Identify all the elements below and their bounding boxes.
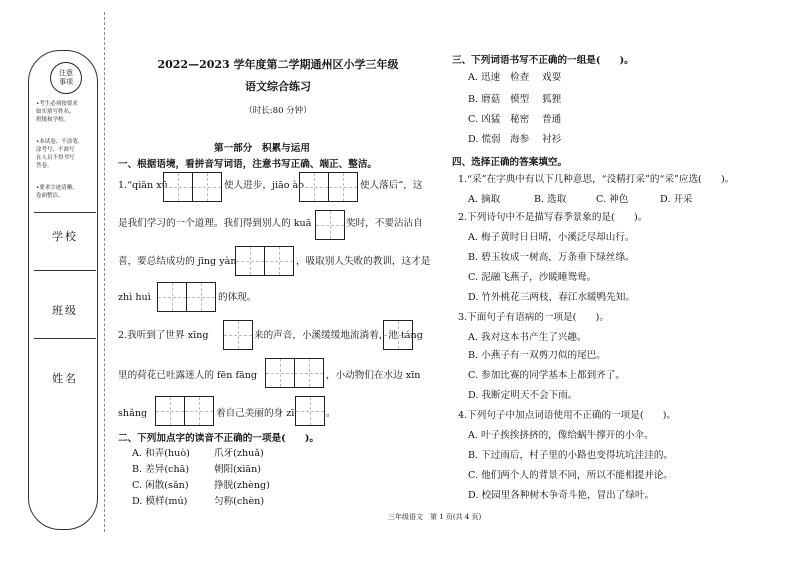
notice-line: •本试卷、不涂笔、	[36, 139, 84, 145]
q3-word: 普通	[542, 114, 562, 125]
q4-1-option[interactable]: D. 开采	[660, 194, 693, 205]
fold-line	[104, 12, 105, 532]
q1-text: 着自己美丽的身 zī	[216, 408, 295, 419]
q4-3-option[interactable]: A. 我对这本书产生了兴趣。	[468, 332, 587, 343]
exam-title: 2022—2023 学年度第二学期通州区小学三年级	[157, 58, 399, 71]
q3-word: 狐狸	[542, 94, 562, 105]
q1-text: 。	[326, 408, 336, 419]
answer-grid[interactable]	[164, 172, 222, 202]
class-field[interactable]: 班级	[52, 304, 78, 317]
q2-option[interactable]: A. 和弄(huò)	[132, 448, 190, 459]
notice-title-2: 事项	[59, 78, 73, 86]
q1-text: 来的声音，小溪缓缓地流淌着，池 táng	[254, 330, 423, 341]
q3-word: 检查	[510, 72, 530, 83]
q1-text: 是我们学习的一个道理。我们得到别人的 kuā	[118, 218, 312, 229]
q4-3-option[interactable]: C. 参加比赛的同学基本上都到齐了。	[468, 370, 626, 381]
q1-header: 一、根据语境，看拼音写词语，注意书写正确、端正、整洁。	[118, 159, 378, 170]
q3-option[interactable]: C. 凶猛	[468, 114, 501, 125]
notice-line: 在人员不得书写	[36, 155, 75, 161]
q3-option[interactable]: A. 迅速	[468, 72, 501, 83]
q2-option-word: 朝阳(xiān)	[214, 464, 262, 475]
q1-text: 使人进步，jiāo ào	[224, 180, 305, 191]
q4-2-option[interactable]: B. 碧玉妆成一树高，万条垂下绿丝绦。	[468, 252, 635, 263]
q4-4-stem: 4.下列句子中加点词语使用不正确的一项是( )。	[458, 410, 677, 421]
q1-text: 喜，要总结成功的 jīng yàn	[118, 256, 237, 267]
q2-option-word: 挣脱(zhèng)	[214, 480, 270, 491]
school-field[interactable]: 学校	[52, 230, 78, 243]
q4-1-option[interactable]: C. 神色	[596, 194, 629, 205]
notice-line: 答卷。	[36, 163, 53, 169]
q4-2-stem: 2.下列诗句中不是描写春季景象的是( )。	[458, 212, 648, 223]
q3-option[interactable]: B. 磨菇	[468, 94, 501, 105]
q1-text: 奖时，不要沾沾自	[346, 218, 423, 229]
q1-text: zhì huì	[118, 292, 151, 303]
q4-1-option[interactable]: B. 选取	[534, 194, 567, 205]
q4-3-option[interactable]: D. 我断定明天不会下雨。	[468, 390, 578, 401]
q4-1-stem: 1.“采”在字典中有以下几种意思，“没精打采”的“采”应选( )。	[458, 174, 735, 185]
notice-line: 班级和学校。	[36, 117, 70, 123]
q1-text: ，吸取别人失败的教训，这才是	[296, 256, 431, 267]
q3-word: 秘密	[510, 114, 530, 125]
exam-duration: （时长:80 分钟）	[244, 106, 312, 116]
q4-4-option[interactable]: D. 校园里各种树木争奇斗艳，冒出了绿叶。	[468, 490, 655, 501]
q3-word: 海参	[510, 134, 530, 145]
q1-text: 里的荷花已吐露迷人的 fēn fāng	[118, 370, 258, 381]
page-footer: 三年级语文 第 1 页(共 4 页)	[388, 513, 482, 521]
q3-option[interactable]: D. 慌弱	[468, 134, 501, 145]
q4-4-option[interactable]: C. 他们两个人的背景不同，所以不能相提并论。	[468, 470, 673, 481]
q4-1-option[interactable]: A. 摘取	[468, 194, 501, 205]
answer-grid[interactable]	[158, 282, 216, 312]
answer-grid[interactable]	[266, 358, 324, 388]
answer-grid[interactable]	[384, 320, 413, 350]
q1-text: 2.我听到了世界 xīng	[118, 330, 209, 341]
q3-word: 戏耍	[542, 72, 562, 83]
part1-title: 第一部分 积累与运用	[214, 143, 310, 154]
q4-header: 四、选择正确的答案填空。	[452, 157, 568, 168]
notice-title-1: 注意	[59, 69, 73, 77]
q1-text: 使人落后”，这	[360, 180, 423, 191]
answer-grid[interactable]	[300, 172, 358, 202]
notice-line: •要求字迹清晰、	[36, 185, 78, 191]
q1-text: 的体现。	[218, 292, 257, 303]
answer-grid[interactable]	[316, 210, 345, 240]
q2-option-word: 爪牙(zhuǎ)	[214, 448, 264, 459]
answer-grid[interactable]	[236, 246, 294, 276]
q3-header: 三、下列词语书写不正确的一组是( )。	[452, 55, 634, 66]
q4-2-option[interactable]: C. 泥融飞燕子，沙暖睡鸳鸯。	[468, 272, 597, 283]
answer-grid[interactable]	[224, 320, 253, 350]
divider	[34, 270, 96, 271]
answer-grid[interactable]	[156, 396, 214, 426]
q4-3-stem: 3.下面句子有语病的一项是( )。	[458, 312, 609, 323]
q2-option[interactable]: B. 差异(chā)	[132, 464, 190, 475]
q2-header: 二、下列加点字的读音不正确的一项是( )。	[118, 433, 319, 444]
q3-word: 衬衫	[542, 134, 562, 145]
answer-grid[interactable]	[296, 396, 325, 426]
notice-badge	[50, 62, 82, 94]
q4-4-option[interactable]: A. 叶子挨挨挤挤的，像给蜗牛撑开的小伞。	[468, 430, 654, 441]
notice-line: 涂考号、不准写	[36, 147, 75, 153]
q4-2-option[interactable]: D. 竹外桃花三两枝，春江水暖鸭先知。	[468, 292, 635, 303]
q4-4-option[interactable]: B. 下过雨后，村子里的小路也变得坑坑洼洼的。	[468, 450, 674, 461]
q2-option[interactable]: C. 闲散(sǎn)	[132, 480, 189, 491]
q4-3-option[interactable]: B. 小燕子有一双剪刀似的尾巴。	[468, 350, 606, 361]
q1-text: shǎng	[118, 408, 148, 419]
q3-word: 模型	[510, 94, 530, 105]
q2-option-word: 匀称(chèn)	[214, 496, 265, 507]
notice-line: 卷面整洁。	[36, 193, 64, 199]
name-field[interactable]: 姓名	[52, 372, 78, 385]
q1-text: 1.“qiān xū	[118, 180, 168, 191]
notice-line: •考生必须按要求	[36, 101, 78, 107]
q1-text: ，小动物们在水边 xīn	[326, 370, 421, 381]
divider	[34, 338, 96, 339]
q2-option[interactable]: D. 模样(mú)	[132, 496, 188, 507]
notice-line: 如实填写姓名、	[36, 109, 75, 115]
divider	[34, 212, 96, 213]
exam-subtitle: 语文综合练习	[245, 80, 311, 93]
q4-2-option[interactable]: A. 梅子黄时日日晴，小溪泛尽却山行。	[468, 232, 635, 243]
